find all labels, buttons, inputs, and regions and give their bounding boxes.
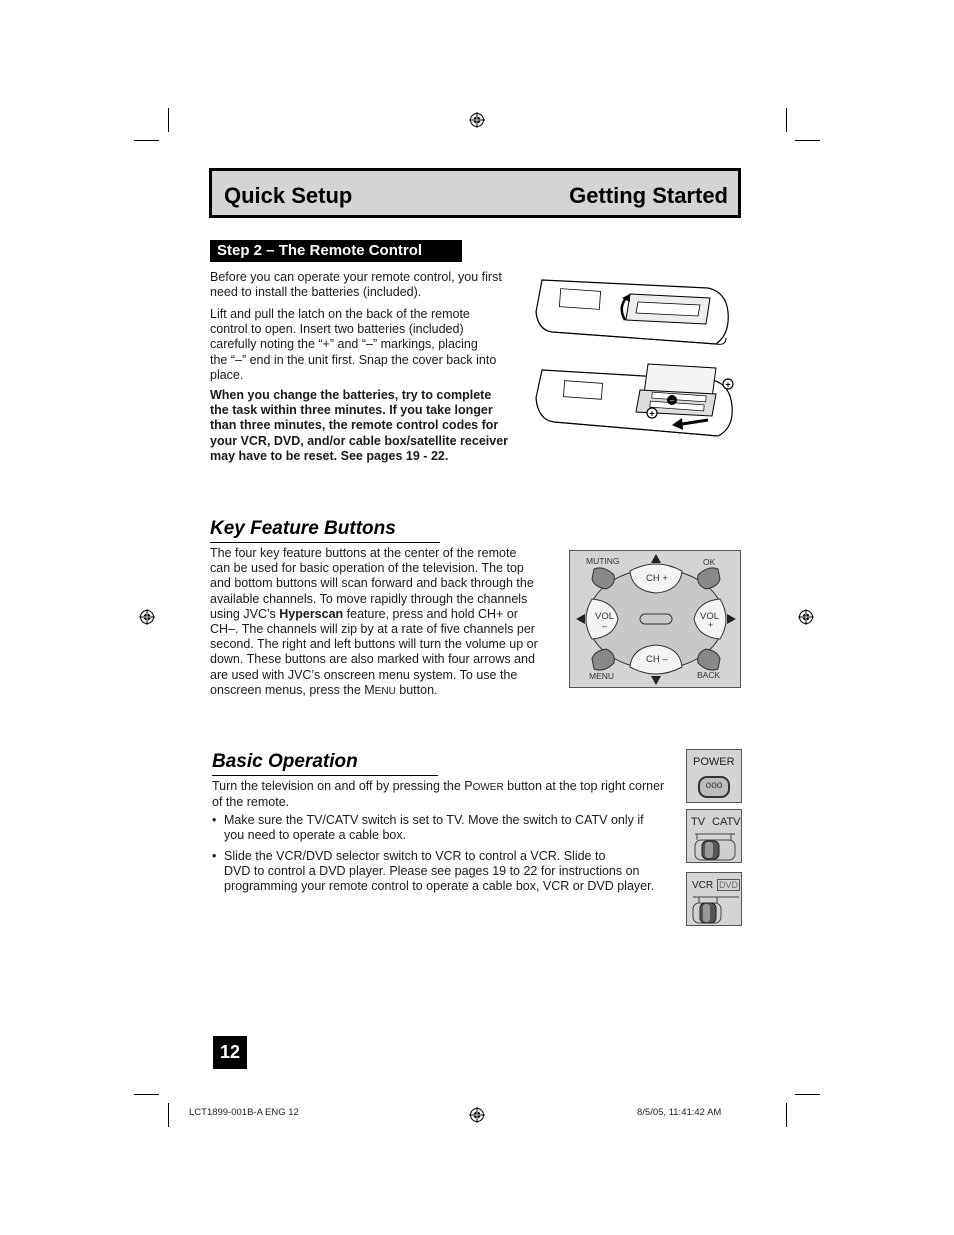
text-line: than three minutes, the remote control codes for bbox=[210, 418, 499, 433]
arrow-down-icon bbox=[651, 676, 661, 685]
hyperscan-term: Hyperscan bbox=[279, 606, 344, 621]
crop-mark bbox=[795, 1094, 820, 1095]
text-line bbox=[212, 779, 664, 795]
svg-text:–: – bbox=[669, 396, 675, 405]
power-term: OWER bbox=[472, 782, 504, 793]
text-line: you need to operate a cable box. bbox=[224, 828, 407, 843]
menu-term: ENU bbox=[374, 685, 396, 697]
crop-mark bbox=[795, 140, 820, 141]
battery-note bbox=[210, 388, 508, 464]
vol-down-label: VOL bbox=[595, 611, 615, 622]
crop-mark bbox=[168, 108, 169, 132]
text-line bbox=[210, 683, 538, 699]
bullet-item-vcr-dvd bbox=[212, 849, 672, 897]
muting-label: MUTING bbox=[586, 556, 620, 566]
page-number: 12 bbox=[213, 1036, 247, 1069]
vol-up-sign: + bbox=[708, 620, 714, 630]
dvd-label: DVD bbox=[719, 880, 739, 890]
power-button-illustration bbox=[686, 749, 742, 803]
text-line: Lift and pull the latch on the back of the remote bbox=[210, 307, 470, 321]
text-line: the “–” end in the unit first. Snap the cover back into bbox=[210, 352, 497, 367]
text-span: button. bbox=[395, 682, 438, 697]
text-line: the task within three minutes. If you take longer bbox=[210, 403, 493, 418]
bullet-text bbox=[224, 849, 654, 895]
text-line: down. These buttons are also marked with four arrows and bbox=[210, 652, 535, 667]
bullet-icon: • bbox=[212, 849, 217, 863]
registration-mark-icon bbox=[798, 609, 814, 625]
header-title-right: Getting Started bbox=[569, 183, 728, 208]
arrow-left-icon bbox=[576, 614, 585, 624]
text-line: and bottom buttons will scan forward and back through the bbox=[210, 576, 534, 591]
bullet-item-tv-catv bbox=[212, 813, 672, 845]
vol-up-label: VOL bbox=[700, 611, 720, 622]
vcr-dvd-switch-illustration bbox=[686, 872, 742, 926]
step-para-2 bbox=[210, 307, 496, 383]
text-line: need to install the batteries (included). bbox=[210, 285, 422, 300]
text-line: of the remote. bbox=[212, 795, 290, 810]
remote-battery-illustration bbox=[530, 272, 740, 444]
text-line: your VCR, DVD, and/or cable box/satellite receiver bbox=[210, 433, 509, 448]
section-title-key-features: Key Feature Buttons bbox=[210, 518, 440, 543]
ok-label: OK bbox=[703, 557, 716, 567]
registration-mark-icon bbox=[139, 609, 155, 625]
ch-minus-label: CH – bbox=[646, 654, 668, 665]
step-para-1 bbox=[210, 270, 502, 300]
registration-mark-icon bbox=[469, 1107, 485, 1123]
text-line: DVD to control a DVD player. Please see pages 19 to 22 for instructions on bbox=[224, 864, 640, 879]
key-feature-diagram bbox=[569, 550, 741, 688]
vcr-label: VCR bbox=[692, 880, 714, 891]
text-line: second. The right and left buttons will turn the volume up or bbox=[210, 637, 538, 652]
text-line: available channels. To move rapidly through the channels bbox=[210, 591, 528, 606]
crop-mark bbox=[134, 1094, 159, 1095]
text-span: using JVC’s bbox=[210, 606, 280, 621]
text-line bbox=[210, 607, 538, 622]
tv-label: TV bbox=[691, 816, 706, 828]
arrow-up-icon bbox=[651, 554, 661, 563]
text-span: button at the top right corner bbox=[503, 779, 665, 793]
text-line: CH–. The channels will zip by at a rate of five channels per bbox=[210, 622, 535, 637]
menu-label: MENU bbox=[589, 671, 615, 681]
text-line: place. bbox=[210, 367, 244, 382]
ch-plus-label: CH + bbox=[646, 573, 668, 584]
power-label: POWER bbox=[693, 756, 735, 768]
svg-text:+: + bbox=[725, 379, 731, 390]
key-features-paragraph bbox=[210, 546, 538, 699]
text-line: can be used for basic operation of the television. The top bbox=[210, 561, 524, 576]
crop-mark bbox=[168, 1103, 169, 1127]
back-label: BACK bbox=[697, 670, 721, 680]
text-line: are used with JVC’s onscreen menu system. To use the bbox=[210, 667, 518, 682]
footer-timestamp: 8/5/05, 11:41:42 AM bbox=[637, 1107, 722, 1118]
crop-mark bbox=[786, 108, 787, 132]
slide-switch-icon bbox=[687, 830, 743, 864]
text-line: Make sure the TV/CATV switch is set to TV. Move the switch to CATV only if bbox=[224, 813, 644, 827]
text-line: carefully noting the “+” and “–” markings, placing bbox=[210, 337, 478, 352]
text-span: onscreen menus, press the M bbox=[210, 682, 375, 697]
header-title-left: Quick Setup bbox=[224, 183, 353, 208]
step-heading: Step 2 – The Remote Control bbox=[210, 240, 462, 262]
section-title-basic-operation: Basic Operation bbox=[212, 751, 438, 776]
vol-down-sign: – bbox=[602, 621, 608, 631]
crop-mark bbox=[786, 1103, 787, 1127]
arrow-right-icon bbox=[727, 614, 736, 624]
crop-mark bbox=[134, 140, 159, 141]
text-line: control to open. Insert two batteries (included) bbox=[210, 322, 464, 337]
registration-mark-icon bbox=[469, 112, 485, 128]
catv-label: CATV bbox=[712, 816, 741, 828]
text-line: Before you can operate your remote control, you first bbox=[210, 270, 502, 284]
basic-operation-intro bbox=[212, 779, 664, 810]
bullet-text bbox=[224, 813, 644, 843]
slide-switch-icon bbox=[687, 893, 743, 927]
text-span: feature, press and hold CH+ or bbox=[343, 606, 518, 621]
page-header bbox=[209, 168, 741, 218]
text-line: programming your remote control to operate a cable box, VCR or DVD player. bbox=[224, 879, 655, 894]
text-line: The four key feature buttons at the center of the remote bbox=[210, 546, 517, 560]
text-line: may have to be reset. See pages 19 - 22. bbox=[210, 448, 449, 463]
bullet-icon: • bbox=[212, 813, 217, 827]
text-line: Slide the VCR/DVD selector switch to VCR to control a VCR. Slide to bbox=[224, 849, 606, 863]
text-span: Turn the television on and off by pressing the P bbox=[212, 779, 473, 793]
footer-job-info: LCT1899-001B-A ENG 12 bbox=[189, 1107, 299, 1118]
svg-text:+: + bbox=[649, 408, 655, 419]
text-line: When you change the batteries, try to complete bbox=[210, 388, 492, 402]
tv-catv-switch-illustration bbox=[686, 809, 742, 863]
power-button-icon: ooo bbox=[698, 776, 730, 798]
